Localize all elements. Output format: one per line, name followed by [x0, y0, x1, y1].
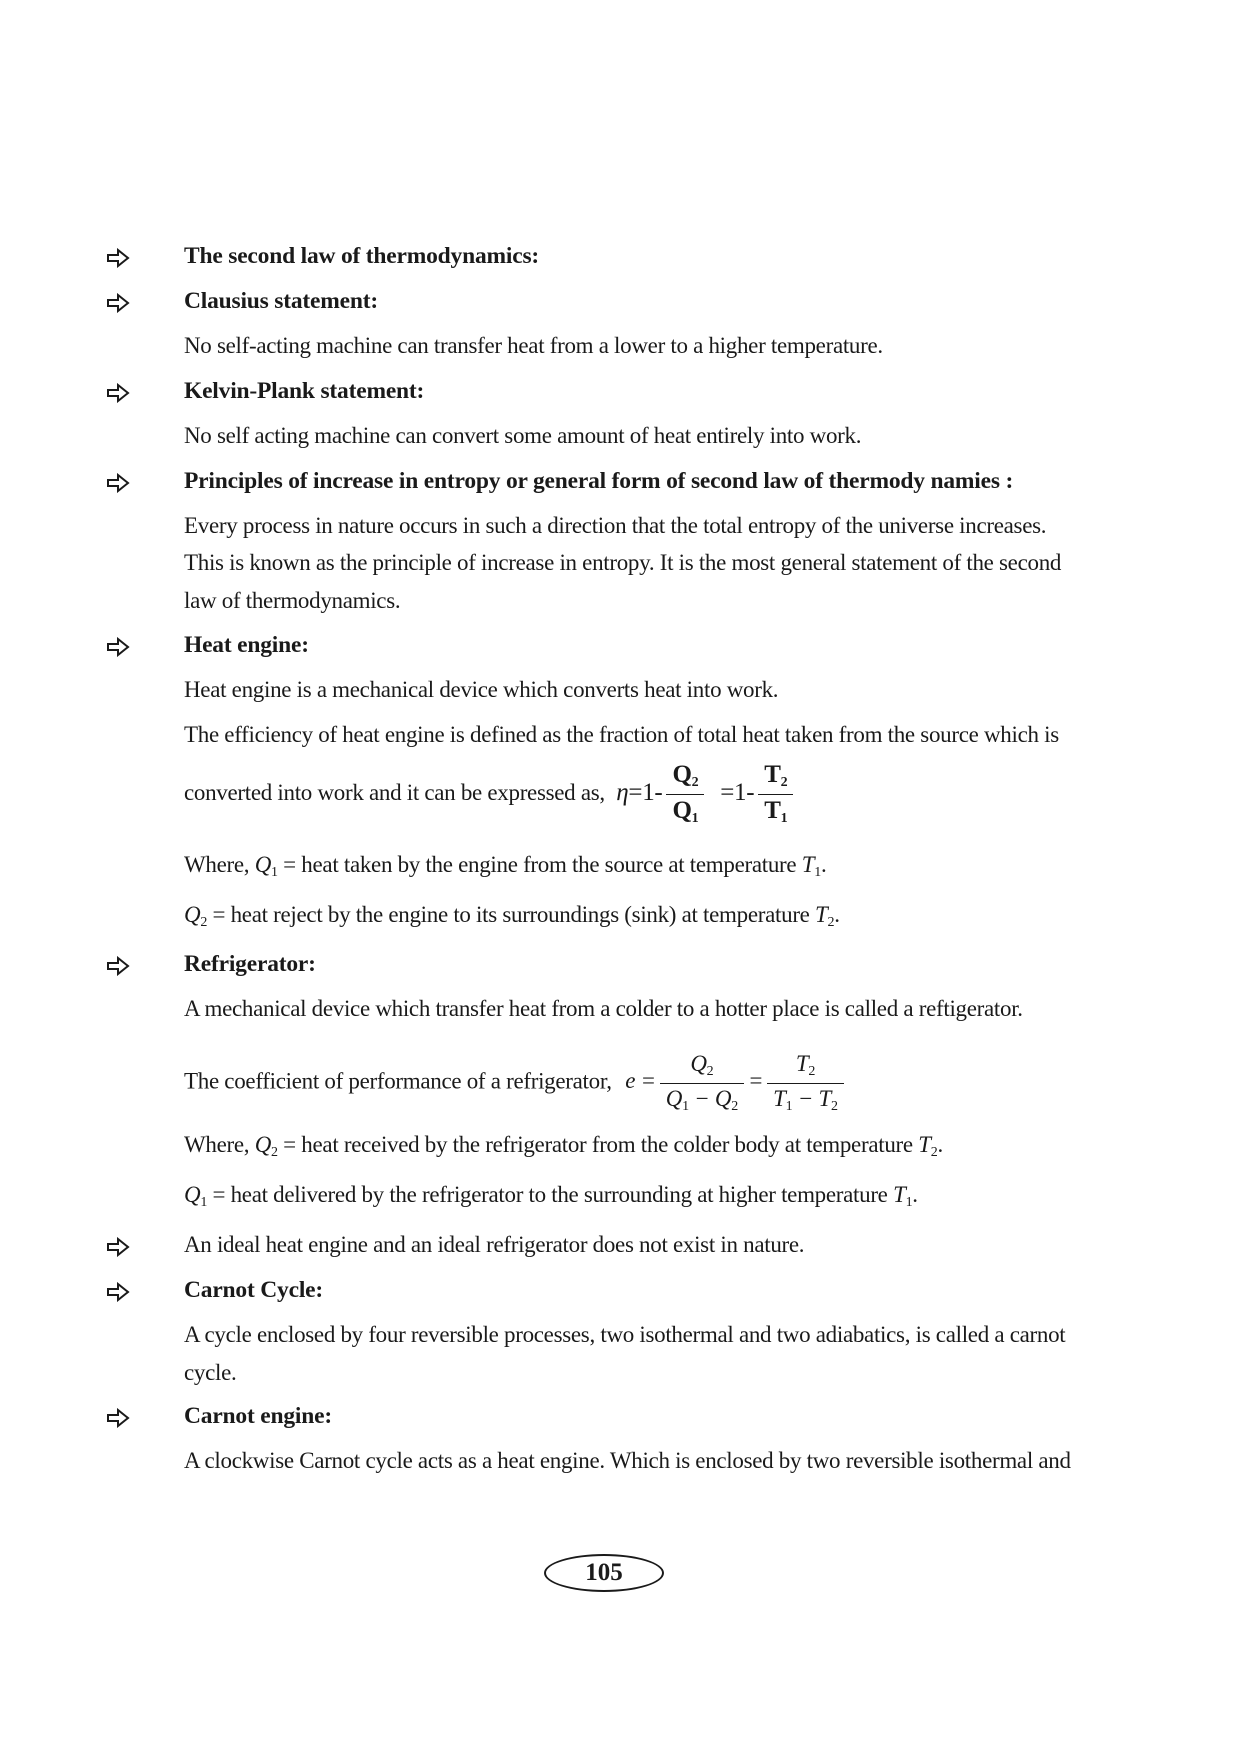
page-number: 105 [544, 1554, 664, 1592]
refrigerator-where2: $Q_1$ = heat delivered by the refrigerator to the surrounding at higher temperature $T_1$. [184, 1182, 918, 1210]
efficiency-formula: η=1- $\frac{Q_2}{Q_1}$ =1- $\frac{T_2}{T_1}$ [616, 779, 797, 806]
refrigerator-heading: Refrigerator: [184, 951, 316, 977]
refrigerator-where1: Where, $Q_2$ = heat received by the refrigerator from the colder body at temperature $T_2$. [184, 1132, 943, 1160]
kelvin-heading: Kelvin-Plank statement: [184, 378, 425, 404]
carnot-engine-line1: A clockwise Carnot cycle acts as a heat engine. Which is enclosed by two reversible isothermal and [184, 1448, 1071, 1473]
cop-formula: e = $\frac{Q_2}{Q_1 - Q_2}$ = $\frac{T_2}{T_1 - T_2}$ [625, 1068, 848, 1093]
arrow-bullet-icon [106, 293, 130, 313]
entropy-heading: Principles of increase in entropy or general form of second law of thermody namies : [184, 468, 1014, 494]
carnot-cycle-heading: Carnot Cycle: [184, 1277, 324, 1303]
carnot-cycle-line1: A cycle enclosed by four reversible processes, two isothermal and two adiabatics, is called a carnot [184, 1322, 1066, 1347]
carnot-engine-heading: Carnot engine: [184, 1403, 332, 1429]
heat-engine-text2: The efficiency of heat engine is defined as the fraction of total heat taken from the source which is [184, 722, 1059, 747]
heat-engine-heading: Heat engine: [184, 632, 309, 658]
refrigerator-text2: The coefficient of performance of a refrigerator, [184, 1068, 612, 1094]
heat-engine-where2: $Q_2$ = heat reject by the engine to its surroundings (sink) at temperature $T_2$. [184, 902, 840, 930]
heat-engine-text1: Heat engine is a mechanical device which converts heat into work. [184, 677, 779, 702]
arrow-bullet-icon [106, 1282, 130, 1302]
arrow-bullet-icon [106, 248, 130, 268]
cop-equation-line [184, 1052, 848, 1114]
arrow-bullet-icon [106, 383, 130, 403]
heat-engine-where1: Where, $Q_1$ = heat taken by the engine from the source at temperature $T_1$. [184, 852, 827, 880]
entropy-text-line1: Every process in nature occurs in such a direction that the total entropy of the universe increases. [184, 513, 1047, 538]
arrow-bullet-icon [106, 473, 130, 493]
clausius-text: No self-acting machine can transfer heat from a lower to a higher temperature. [184, 333, 883, 358]
entropy-text-line2: This is known as the principle of increase in entropy. It is the most general statement of the second [184, 550, 1062, 575]
arrow-bullet-icon [106, 1237, 130, 1257]
entropy-text-line3: law of thermodynamics. [184, 588, 401, 613]
arrow-bullet-icon [106, 956, 130, 976]
clausius-heading: Clausius statement: [184, 288, 378, 314]
carnot-cycle-line2: cycle. [184, 1360, 237, 1385]
refrigerator-text1: A mechanical device which transfer heat from a colder to a hotter place is called a reftigerator. [184, 996, 1023, 1021]
arrow-bullet-icon [106, 1408, 130, 1428]
second-law-heading: The second law of thermodynamics: [184, 243, 540, 269]
heat-engine-text3: converted into work and it can be expressed as, [184, 779, 605, 805]
ideal-text: An ideal heat engine and an ideal refrigerator does not exist in nature. [184, 1232, 805, 1257]
efficiency-equation-line [184, 762, 797, 826]
kelvin-text: No self acting machine can convert some amount of heat entirely into work. [184, 423, 862, 448]
arrow-bullet-icon [106, 637, 130, 657]
